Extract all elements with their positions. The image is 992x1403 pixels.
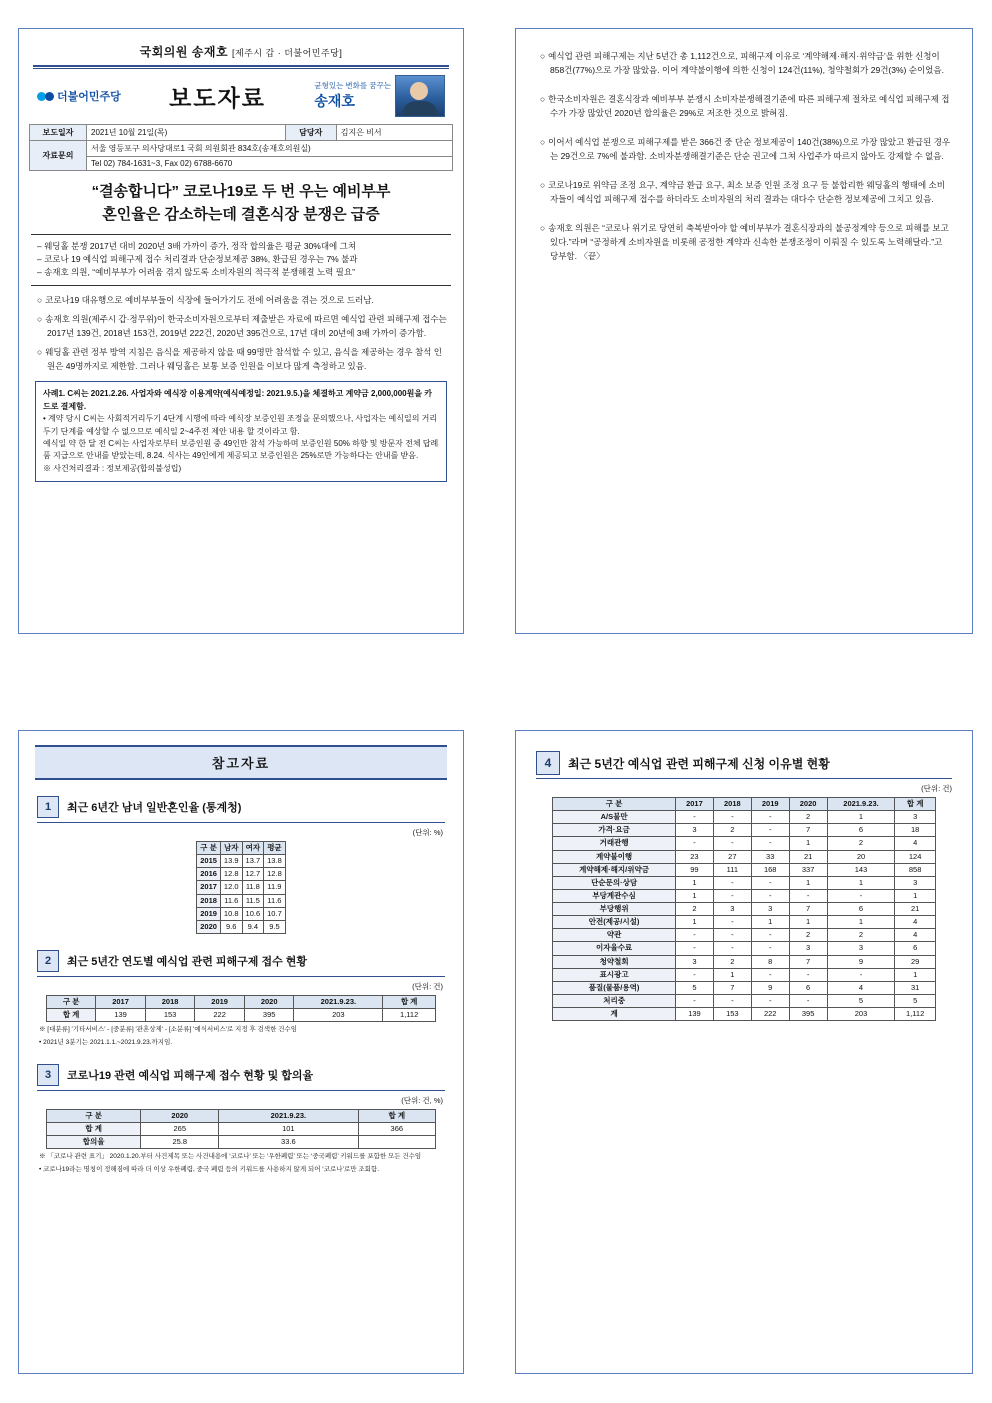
table-3-wrapper: [29, 1109, 453, 1149]
meta-label-contact: 자료문의: [30, 141, 87, 171]
body-paragraph: ○ 웨딩홀 관련 정부 방역 지침은 음식을 제공하지 않을 때 99명만 참석할 수 있고, 음식을 제공하는 경우 참석 인원은 49명까지로 제한함. 그러나 웨딩홀은 보통 보증 인원을 이보다 많게 측정하고 있음.: [37, 347, 442, 371]
table-row: [553, 811, 936, 824]
table-row: [553, 850, 936, 863]
table-cell: -: [789, 889, 827, 902]
table-cell: 계약불이행: [553, 850, 676, 863]
table-cell: 6: [827, 903, 895, 916]
case-line: 예식일 약 한 달 전 C씨는 사업자로부터 보증인원 중 49인만 참석 가능하며 보증인원 50% 하향 및 방문자 전체 답례품 지급으로 안내를 받았는데, 8.24. 식사는 49인에게 제공되고 보증인원은 25%로만 가능하다는 안내를 받음.: [43, 439, 439, 461]
table-cell: -: [751, 837, 789, 850]
table-cell: 이자율수료: [553, 942, 676, 955]
body-paragraph: ○ 코로나19 대유행으로 예비부부들이 식장에 들어가기도 전에 어려움을 겪는 것으로 드러남.: [37, 294, 374, 305]
table-row: [553, 929, 936, 942]
table-row: [553, 968, 936, 981]
table-header-cell: 2020: [244, 995, 294, 1008]
table-cell: 21: [789, 850, 827, 863]
table-cell: 23: [676, 850, 714, 863]
table-cell: 부당계관수심: [553, 889, 676, 902]
body-paragraph-text: 송재호 의원은 “코로나 위기로 당연히 축복받아야 할 예비부부가 결혼식장과의 불공정계약 등으로 피해를 보고 있다.”라며 “공정하게 소비자원을 비롯해 공정한 계약과 신속한 분쟁조정이 이뤄질 수 있도록 노력해달라.”고 당부함. 〈끝〉: [548, 222, 949, 262]
table-cell: 1: [895, 968, 935, 981]
case-box: [35, 381, 447, 482]
table-cell: 9.4: [242, 920, 264, 933]
section-divider: [37, 976, 445, 977]
meta-value-person: 김지은 비서: [336, 125, 452, 141]
table-cell: 부당행위: [553, 903, 676, 916]
table-cell: 8: [751, 955, 789, 968]
table-cell: 7: [713, 981, 751, 994]
table-cell: 395: [789, 1008, 827, 1021]
table-cell: -: [676, 929, 714, 942]
summary-bullet: – 코로나 19 예식업 피해구제 접수 처리결과 단순정보제공 38%, 환급된 경우는 7% 불과: [37, 254, 358, 265]
brand-name: 송재호: [314, 92, 355, 109]
table-row: [553, 824, 936, 837]
table-header-cell: 2018: [713, 798, 751, 811]
body-paragraph: ○ 송재호 의원은 “코로나 위기로 당연히 축복받아야 할 예비부부가 결혼식장과의 불공정계약 등으로 피해를 보고 있다.”라며 “공정하게 소비자원을 비롯해 공정한 계약과 신속한 분쟁조정이 이뤄질 수 있도록 노력해달라.”고 당부함. 〈끝〉: [540, 222, 949, 262]
table-cell: 2: [676, 903, 714, 916]
headline-line2: 혼인율은 감소하는데 결혼식장 분쟁은 급증: [102, 205, 380, 223]
table-header-cell: 2021.9.23.: [294, 995, 383, 1008]
table-cell: -: [676, 994, 714, 1007]
table-cell: -: [751, 811, 789, 824]
table-cell: 1: [751, 916, 789, 929]
table-cell: 2: [789, 929, 827, 942]
page-4: [515, 730, 973, 1374]
meta-value-address: 서울 영등포구 의사당대로1 국회 의원회관 834호(송재호의원실): [87, 141, 453, 157]
table-cell: 2: [827, 837, 895, 850]
table-cell: 9: [827, 955, 895, 968]
table-cell: 3: [895, 811, 935, 824]
table-row: [553, 1008, 936, 1021]
table-cell: 2: [789, 811, 827, 824]
table-cell: 7: [789, 955, 827, 968]
table-row: [553, 903, 936, 916]
page-title: [33, 181, 449, 226]
section-number: 3: [37, 1064, 59, 1086]
body-paragraph: ○ 한국소비자원은 결혼식장과 예비부부 분쟁시 소비자분쟁해결기준에 따른 피해구제 절차로 예식업 피해구제 접수가 가장 많았던 2020년 합의율은 29%로 저조한 것으로 밝혀짐.: [540, 93, 950, 119]
section-divider: [536, 778, 952, 779]
table-row: [197, 920, 286, 933]
table-cell: 3: [713, 903, 751, 916]
table-cell: 337: [789, 863, 827, 876]
table-note: • 코로나19라는 명칭이 정해짐에 따라 더 이상 우한폐렴, 중국 폐렴 등의 키워드를 사용하지 않게 되어 ‘코로나’로만 조회함.: [39, 1165, 380, 1173]
table-cell: -: [751, 942, 789, 955]
table-header-cell: 합 계: [358, 1109, 435, 1122]
table-cell: 7: [789, 824, 827, 837]
table-cell: 203: [294, 1009, 383, 1022]
relief-receipt-table: [46, 995, 436, 1022]
table-cell: 약관: [553, 929, 676, 942]
table-row: [197, 907, 286, 920]
table-cell: 366: [358, 1122, 435, 1135]
table-cell: -: [751, 929, 789, 942]
section-1-header: [37, 796, 445, 818]
summary-bullet-text: 코로나 19 예식업 피해구제 접수 처리결과 단순정보제공 38%, 환급된 경우는 7% 불과: [44, 254, 358, 265]
table-cell: 2: [713, 955, 751, 968]
table-cell: 1: [676, 876, 714, 889]
table-cell: 6: [827, 824, 895, 837]
table-cell: 5: [895, 994, 935, 1007]
body-paragraph-text: 코로나19 대유행으로 예비부부들이 식장에 들어가기도 전에 어려움을 겪는 것으로 드러남.: [45, 294, 374, 305]
page-1: [18, 28, 464, 634]
table-cell: 3: [895, 876, 935, 889]
table-cell: 27: [713, 850, 751, 863]
table-cell: 1,112: [895, 1008, 935, 1021]
table-cell: 1,112: [383, 1009, 436, 1022]
table-cell: 처리중: [553, 994, 676, 1007]
table-cell: 계약해제·해지/위약금: [553, 863, 676, 876]
table-cell: 단순문의·상담: [553, 876, 676, 889]
table-cell: A/S불만: [553, 811, 676, 824]
headline-line1: “결송합니다” 코로나19로 두 번 우는 예비부부: [91, 183, 391, 200]
meta-value-date: 2021년 10월 21일(목): [87, 125, 286, 141]
table-row: [30, 125, 453, 141]
table-cell: 계: [553, 1008, 676, 1021]
table-header-cell: 2019: [195, 995, 245, 1008]
body-paragraph: ○ 코로나19로 위약금 조정 요구, 계약금 환급 요구, 최소 보증 인원 조정 요구 등 불합리한 웨딩홀의 행태에 소비자들이 예식업 피해구제 접수를 하더라도 소비자원의 처리 결과는 대다수 단순한 정보제공에 그치고 있음.: [540, 179, 945, 205]
summary-bullet: – 송재호 의원, “예비부부가 어려움 겪지 않도록 소비자원의 적극적 분쟁해결 노력 필요”: [37, 267, 355, 278]
table-cell: 1: [713, 968, 751, 981]
logo-dot2-icon: [45, 92, 54, 101]
table-header-cell: 구 분: [553, 798, 676, 811]
summary-bullet-text: 송재호 의원, “예비부부가 어려움 겪지 않도록 소비자원의 적극적 분쟁해결 노력 필요”: [44, 267, 355, 278]
body-paragraph: ○ 이어서 예식업 분쟁으로 피해구제를 받은 366건 중 단순 정보제공이 140건(38%)으로 가장 많았고 환급된 경우는 29건으로 7%에 불과함. 소비자분쟁해결기준은 단순 권고에 그쳐 사업주가 따르지 않아도 강제할 수 없음.: [540, 136, 951, 162]
table-row: [553, 863, 936, 876]
body-paragraph: ○ 예식업 관련 피해구제는 지난 5년간 총 1,112건으로, 피해구제 이유로 ‘계약해제·해지·위약금’을 위한 신청이 858건(77%)으로 가장 많았음. 이어 계약불이행에 의한 신청이 124건(11%), 청약철회가 29건(3%) 순이었음.: [540, 51, 944, 76]
table-cell: 6: [895, 942, 935, 955]
header-band: [29, 69, 453, 121]
table-cell: 13.8: [264, 855, 286, 868]
table-note: ※ [대분류] '기타서비스' - [중분류] '관혼상제' - [소분류] '예식서비스'로 지정 후 검색한 건수임: [39, 1026, 297, 1034]
table-cell: 5: [827, 994, 895, 1007]
table-row: [553, 876, 936, 889]
table-cell: 265: [141, 1122, 219, 1135]
section-title: 코로나19 관련 예식업 피해구제 접수 현황 및 합의율: [67, 1069, 314, 1082]
table-row: [553, 981, 936, 994]
meta-label-person: 담당자: [285, 125, 336, 141]
body-paragraph-text: 웨딩홀 관련 정부 방역 지침은 음식을 제공하지 않을 때 99명만 참석할 수 있고, 음식을 제공하는 경우 참석 인원은 49명까지로 제한함. 그러나 웨딩홀은 보통 보증 인원을 이보다 많게 측정하고 있음.: [45, 347, 442, 371]
body-paragraph-text: 송재호 의원(제주시 갑·정무위)이 한국소비자원으로부터 제출받은 자료에 따르면 예식업 관련 피해구제 접수는 2017년 139건, 2018년 153건, 2019년 222건, 2020년 395건으로, 17년 대비 20년에 3배 가까이 증가함.: [45, 314, 447, 338]
table-cell: 청약철회: [553, 955, 676, 968]
table-cell: 2018: [197, 894, 221, 907]
table-header-cell: 남자: [220, 842, 242, 855]
table-note: ※ 「코로나 관련 표기」 2020.1.20.부터 사건제목 또는 사건내용에 ‘코로나’ 또는 ‘우한폐렴’ 또는 ‘중국폐렴’ 키워드를 포함한 모든 건수임: [39, 1153, 422, 1160]
table-header-cell: 2018: [145, 995, 195, 1008]
table-cell: 3: [751, 903, 789, 916]
table-cell: -: [827, 968, 895, 981]
table-cell: 11.6: [220, 894, 242, 907]
table-cell: -: [676, 837, 714, 850]
table-cell: 203: [827, 1008, 895, 1021]
table-cell: 10.7: [264, 907, 286, 920]
table-row: [30, 141, 453, 157]
table-header-cell: 2021.9.23.: [219, 1109, 358, 1122]
table-cell: -: [713, 837, 751, 850]
covid-relief-table: [46, 1109, 436, 1149]
table-cell: 2: [827, 929, 895, 942]
table-cell: -: [676, 942, 714, 955]
table-cell: 9.6: [220, 920, 242, 933]
table-row: [553, 942, 936, 955]
summary-bullet-text: 웨딩홀 분쟁 2017년 대비 2020년 3배 가까이 증가, 정작 합의율은 평균 30%대에 그쳐: [44, 241, 357, 251]
body-paragraph-text: 코로나19로 위약금 조정 요구, 계약금 환급 요구, 최소 보증 인원 조정 요구 등 불합리한 웨딩홀의 행태에 소비자들이 예식업 피해구제 접수를 하더라도 소비자원의 처리 결과는 대다수 단순한 정보제공에 그치고 있음.: [548, 179, 945, 205]
table-cell: -: [713, 942, 751, 955]
table-cell: -: [713, 811, 751, 824]
table-cell: 4: [895, 929, 935, 942]
table-cell: 1: [827, 916, 895, 929]
table-cell: 1: [676, 889, 714, 902]
table-header-cell: 구 분: [46, 1109, 140, 1122]
table-cell: 99: [676, 863, 714, 876]
table-cell: 2015: [197, 855, 221, 868]
table-cell: 4: [895, 837, 935, 850]
table-cell: -: [751, 876, 789, 889]
body-paragraph-text: 한국소비자원은 결혼식장과 예비부부 분쟁시 소비자분쟁해결기준에 따른 피해구제 절차로 예식업 피해구제 접수가 가장 많았던 2020년 합의율은 29%로 저조한 것으로 밝혀짐.: [548, 93, 950, 119]
section-4-header: [536, 751, 952, 775]
table-header-cell: 2020: [789, 798, 827, 811]
meta-label-date: 보도일자: [30, 125, 87, 141]
table-row: [553, 994, 936, 1007]
section-divider: [37, 822, 445, 823]
table-cell: 11.9: [264, 881, 286, 894]
table-cell: 1: [789, 837, 827, 850]
table-4-wrapper: [526, 797, 962, 1021]
table-cell: 2017: [197, 881, 221, 894]
table-cell: 2020: [197, 920, 221, 933]
case-line: • 계약 당시 C씨는 사회적거리두기 4단계 시행에 따라 예식장 보증인원 조정을 문의했으나, 사업자는 예식일의 거리두기 단계를 예상할 수 없으므로 예식일 2~4주전 제안 내용 할 것이라고 함.: [43, 414, 438, 436]
table-cell: 12.8: [220, 868, 242, 881]
marriage-rate-table: [196, 841, 286, 934]
table-row: [553, 916, 936, 929]
body-paragraph: ○ 송재호 의원(제주시 갑·정무위)이 한국소비자원으로부터 제출받은 자료에 따르면 예식업 관련 피해구제 접수는 2017년 139건, 2018년 153건, 2019년 222건, 2020년 395건으로, 17년 대비 20년에 3배 가까이 증가함.: [37, 314, 447, 338]
table-cell: 4: [827, 981, 895, 994]
table-cell: 11.5: [242, 894, 264, 907]
case-line: ※ 사건처리결과 : 정보제공(합의불성립): [43, 463, 182, 473]
table-cell: 1: [676, 916, 714, 929]
meta-table: [29, 124, 453, 171]
table-cell: 2: [713, 824, 751, 837]
table-cell: 9.5: [264, 920, 286, 933]
table-cell: -: [713, 876, 751, 889]
table-cell: 5: [676, 981, 714, 994]
table-cell: 139: [96, 1009, 146, 1022]
table-cell: 31: [895, 981, 935, 994]
table-cell: 13.9: [220, 855, 242, 868]
table-note: • 2021년 3분기는 2021.1.1.~2021.9.23.까지임.: [39, 1038, 173, 1046]
table-cell: 표시광고: [553, 968, 676, 981]
doc-type: 보도자료: [169, 84, 266, 111]
table-header-cell: 합 계: [895, 798, 935, 811]
table-row: [197, 868, 286, 881]
table-cell: -: [751, 824, 789, 837]
table-cell: 10.6: [242, 907, 264, 920]
table-cell: 153: [145, 1009, 195, 1022]
section-number: 2: [37, 950, 59, 972]
header-rule: [33, 65, 449, 67]
party-logo: [37, 88, 121, 104]
member-name: 국회의원 송재호: [139, 45, 229, 59]
table-row: [197, 881, 286, 894]
summary-box: [31, 234, 451, 286]
table-header-cell: 2017: [676, 798, 714, 811]
member-district: [제주시 갑 · 더불어민주당]: [231, 48, 343, 58]
table-cell: -: [751, 889, 789, 902]
table-cell: 1: [827, 876, 895, 889]
section-2-header: [37, 950, 445, 972]
table-header-cell: 2017: [96, 995, 146, 1008]
unit-label: (단위: 건): [921, 784, 952, 793]
table-row: [30, 157, 453, 171]
table-header-cell: 합 계: [383, 995, 436, 1008]
table-cell: 9: [751, 981, 789, 994]
table-cell: 124: [895, 850, 935, 863]
table-cell: 11.8: [242, 881, 264, 894]
section-title: 최근 6년간 남녀 일반혼인율 (통계청): [67, 802, 242, 814]
table-cell: 143: [827, 863, 895, 876]
table-header-cell: 2019: [751, 798, 789, 811]
section-divider: [37, 1090, 445, 1091]
unit-label: (단위: %): [412, 828, 443, 837]
table-cell: -: [713, 994, 751, 1007]
table-cell: 합 계: [46, 1009, 95, 1022]
body-paragraph-text: 이어서 예식업 분쟁으로 피해구제를 받은 366건 중 단순 정보제공이 140건(38%)으로 가장 많았고 환급된 경우는 29건으로 7%에 불과함. 소비자분쟁해결기준은 단순 권고에 그쳐 사업주가 따르지 않아도 강제할 수 없음.: [548, 136, 951, 162]
table-cell: -: [713, 916, 751, 929]
table-cell: 20: [827, 850, 895, 863]
table-2-wrapper: [29, 995, 453, 1022]
table-cell: 12.8: [264, 868, 286, 881]
table-cell: 111: [713, 863, 751, 876]
table-cell: 21: [895, 903, 935, 916]
table-header-cell: 여자: [242, 842, 264, 855]
table-row: [553, 889, 936, 902]
table-cell: 1: [895, 889, 935, 902]
table-1-wrapper: [29, 841, 453, 934]
table-header-cell: 2021.9.23.: [827, 798, 895, 811]
table-header-row: [46, 1109, 435, 1122]
table-cell: 222: [195, 1009, 245, 1022]
table-cell: 3: [676, 955, 714, 968]
table-cell: 222: [751, 1008, 789, 1021]
section-title: 최근 5년간 연도별 예식업 관련 피해구제 접수 현황: [67, 955, 308, 968]
party-logo-label: 더불어민주당: [57, 91, 121, 103]
reference-title: 참고자료: [35, 745, 447, 780]
table-cell: 안전(제공/시설): [553, 916, 676, 929]
table-cell: 395: [244, 1009, 294, 1022]
table-cell: 2019: [197, 907, 221, 920]
table-row: [197, 855, 286, 868]
table-header-row: [553, 798, 936, 811]
case-title: 사례1. C씨는 2021.2.26. 사업자와 예식장 이용계약(예식예정일: 2021.9.5.)을 체결하고 계약금 2,000,000원을 카드로 결제함.: [43, 389, 432, 411]
table-cell: 168: [751, 863, 789, 876]
section-number: 1: [37, 796, 59, 818]
table-cell: 101: [219, 1122, 358, 1135]
table-cell: -: [789, 994, 827, 1007]
brand-slogan: 균형있는 변화를 꿈꾸는: [314, 81, 391, 91]
table-cell: 33.6: [219, 1135, 358, 1148]
table-row: [197, 894, 286, 907]
table-cell: 합 계: [46, 1122, 140, 1135]
section-title: 최근 5년간 예식업 관련 피해구제 신청 이유별 현황: [568, 756, 830, 771]
body-paragraph-text: 예식업 관련 피해구제는 지난 5년간 총 1,112건으로, 피해구제 이유로 ‘계약해제·해지·위약금’을 위한 신청이 858건(77%)으로 가장 많았음. 이어 계약불이행에 의한 신청이 124건(11%), 청약철회가 29건(3%) 순이었음.: [548, 51, 944, 76]
table-cell: 3: [827, 942, 895, 955]
table-cell: 10.8: [220, 907, 242, 920]
table-cell: -: [676, 811, 714, 824]
brand-block: [314, 75, 445, 117]
summary-bullet: – 웨딩홀 분쟁 2017년 대비 2020년 3배 가까이 증가, 정작 합의율은 평균 30%대에 그쳐: [37, 241, 357, 251]
table-header-cell: 평균: [264, 842, 286, 855]
table-cell: -: [827, 889, 895, 902]
table-cell: 12.0: [220, 881, 242, 894]
table-cell: 품질(물품/용역): [553, 981, 676, 994]
table-row: [46, 1009, 435, 1022]
table-header-cell: 2020: [141, 1109, 219, 1122]
table-row: [46, 1135, 435, 1148]
table-cell: 6: [789, 981, 827, 994]
table-cell: 153: [713, 1008, 751, 1021]
table-cell: 3: [789, 942, 827, 955]
table-cell: -: [751, 994, 789, 1007]
table-row: [553, 955, 936, 968]
table-cell: 13.7: [242, 855, 264, 868]
section-3-header: [37, 1064, 445, 1086]
table-cell: -: [751, 968, 789, 981]
table-cell: 1: [827, 811, 895, 824]
table-cell: 7: [789, 903, 827, 916]
table-cell: 29: [895, 955, 935, 968]
table-cell: -: [789, 968, 827, 981]
table-cell: 1: [789, 916, 827, 929]
table-row: [46, 1122, 435, 1135]
table-header-cell: 구 분: [46, 995, 95, 1008]
table-cell: 18: [895, 824, 935, 837]
member-title: [29, 39, 453, 60]
table-cell: 4: [895, 916, 935, 929]
page-3: [18, 730, 464, 1374]
table-cell: 11.6: [264, 894, 286, 907]
relief-reason-table: [552, 797, 936, 1021]
table-cell: 가격·요금: [553, 824, 676, 837]
table-cell: 합의율: [46, 1135, 140, 1148]
table-cell: 12.7: [242, 868, 264, 881]
table-cell: 25.8: [141, 1135, 219, 1148]
table-cell: 2016: [197, 868, 221, 881]
portrait-photo: [395, 75, 445, 117]
table-header-cell: 구 분: [197, 842, 221, 855]
table-cell: [358, 1135, 435, 1148]
unit-label: (단위: 건, %): [401, 1095, 443, 1105]
table-cell: 3: [676, 824, 714, 837]
table-cell: -: [676, 968, 714, 981]
page-2: [515, 28, 973, 634]
table-header-row: [46, 995, 435, 1008]
table-cell: 거래관행: [553, 837, 676, 850]
unit-label: (단위: 건): [412, 981, 443, 991]
meta-value-phone: Tel 02) 784-1631~3, Fax 02) 6788-6670: [87, 157, 453, 171]
table-cell: 139: [676, 1008, 714, 1021]
table-row: [553, 837, 936, 850]
table-cell: -: [713, 929, 751, 942]
table-cell: 858: [895, 863, 935, 876]
table-cell: 1: [789, 876, 827, 889]
table-cell: 33: [751, 850, 789, 863]
table-header-row: [197, 842, 286, 855]
table-cell: -: [713, 889, 751, 902]
section-number: 4: [536, 751, 560, 775]
